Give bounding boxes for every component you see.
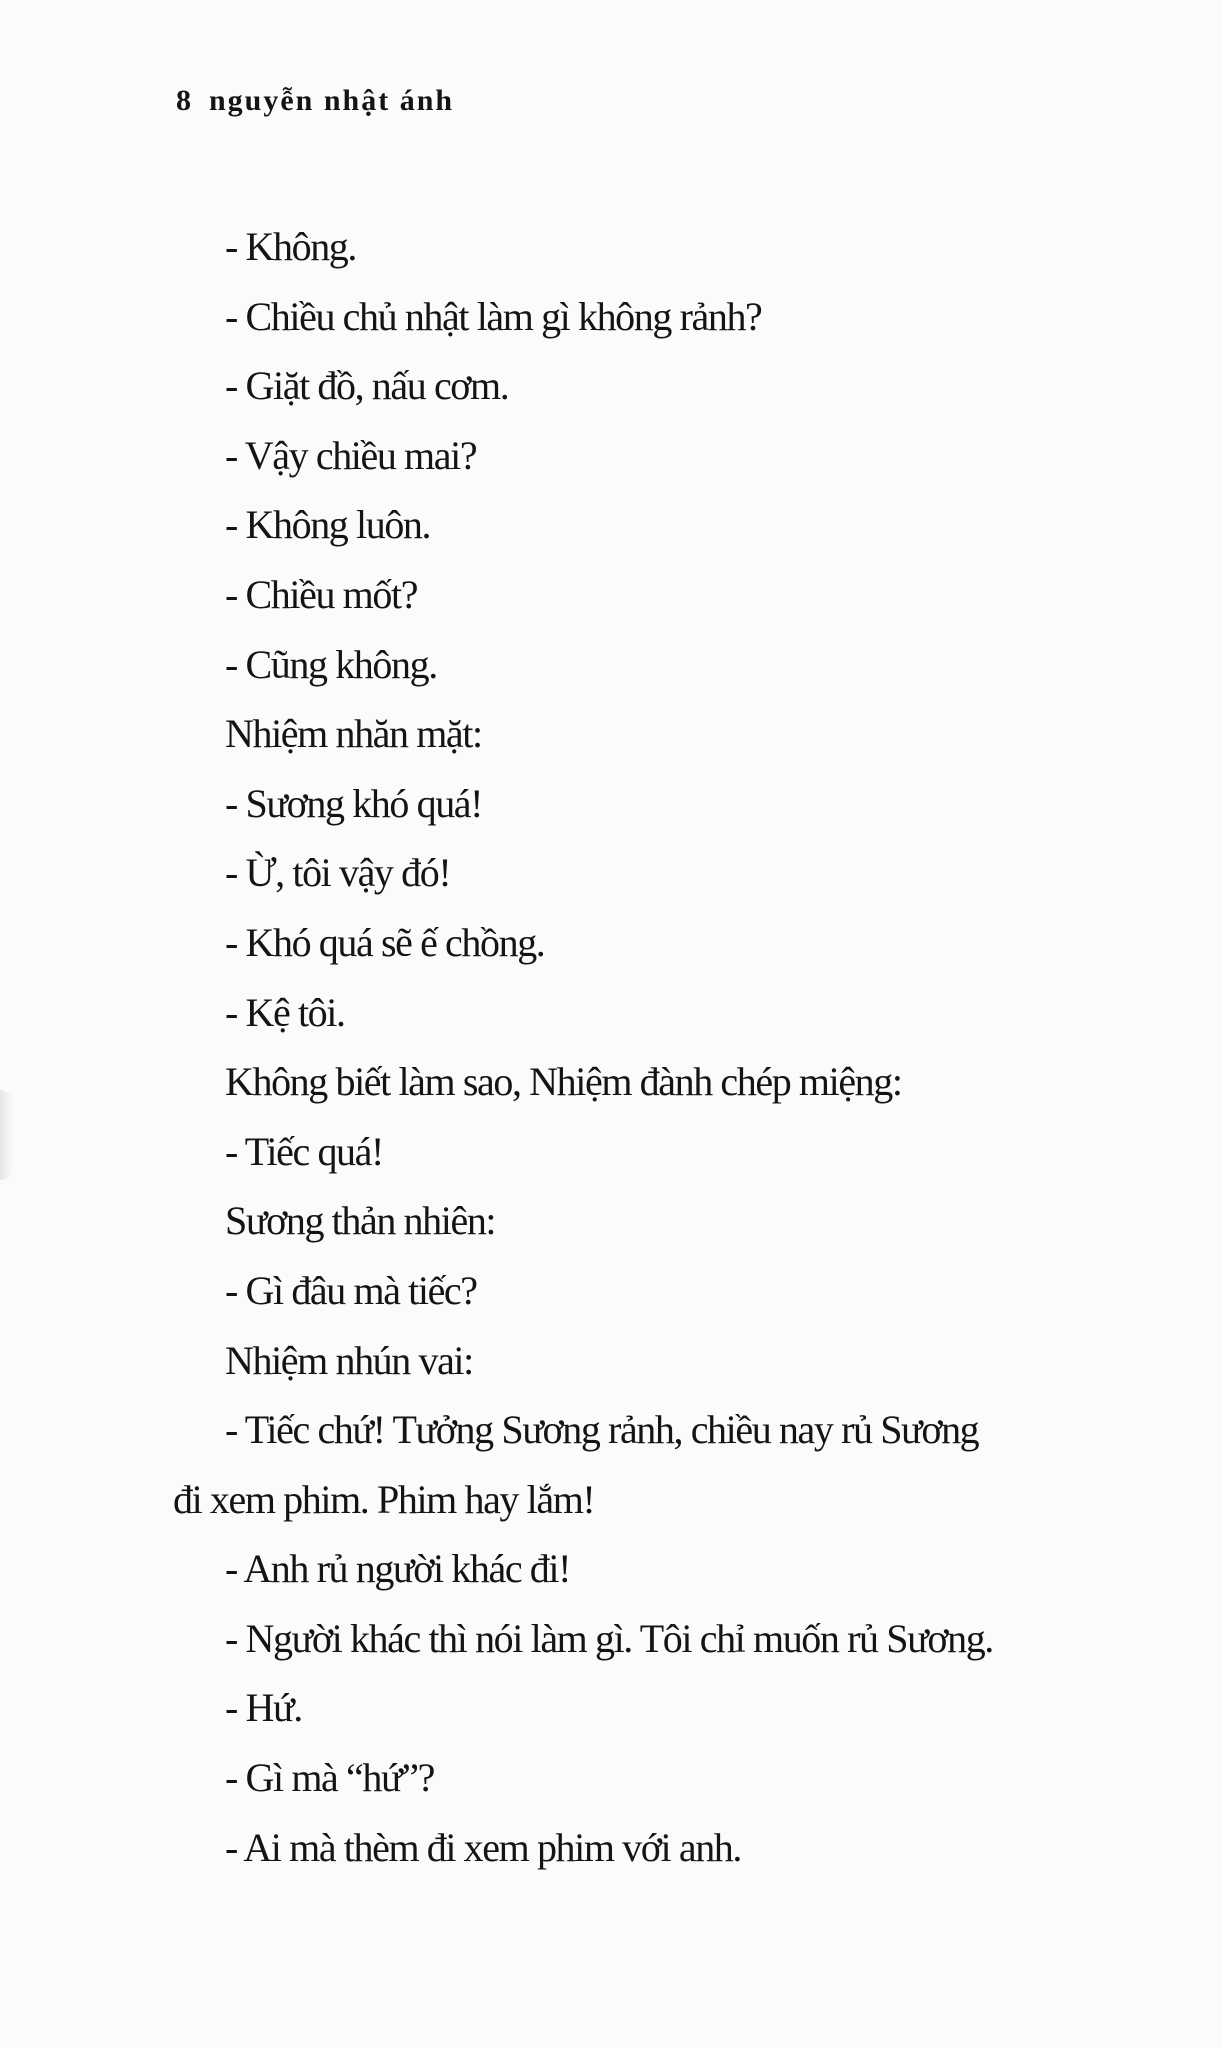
text-line: - Ai mà thèm đi xem phim với anh. xyxy=(225,1824,741,1870)
text-line: Không biết làm sao, Nhiệm đành chép miệng: xyxy=(225,1059,902,1105)
author-name: nguyễn nhật ánh xyxy=(209,84,455,117)
page-body xyxy=(173,212,1143,1882)
text-line: - Vậy chiều mai? xyxy=(225,432,477,478)
text-line: - Tiếc chứ! Tưởng Sương rảnh, chiều nay rủ Sương xyxy=(225,1407,979,1453)
text-line: - Sương khó quá! xyxy=(225,780,483,826)
page-edge-shadow xyxy=(0,1090,14,1180)
text-line: Nhiệm nhún vai: xyxy=(225,1337,473,1383)
text-line: - Không luôn. xyxy=(225,502,431,548)
text-line: - Người khác thì nói làm gì. Tôi chỉ muốn rủ Sương. xyxy=(225,1615,993,1661)
text-line: - Cũng không. xyxy=(225,641,437,687)
text-line: - Anh rủ người khác đi! xyxy=(225,1546,571,1592)
text-line: - Hứ. xyxy=(225,1685,302,1731)
page-number: 8 xyxy=(176,84,193,117)
text-line: - Gì đâu mà tiếc? xyxy=(225,1267,477,1313)
text-line: đi xem phim. Phim hay lắm! xyxy=(173,1476,595,1522)
text-line: - Chiều mốt? xyxy=(225,571,418,617)
text-line: - Ừ, tôi vậy đó! xyxy=(225,850,451,896)
text-line: Sương thản nhiên: xyxy=(225,1198,496,1244)
text-line: - Giặt đồ, nấu cơm. xyxy=(225,363,509,409)
text-line: - Kệ tôi. xyxy=(225,989,345,1035)
text-line: - Khó quá sẽ ế chồng. xyxy=(225,919,545,965)
text-line: - Gì mà “hứ”? xyxy=(225,1755,434,1801)
text-line: Nhiệm nhăn mặt: xyxy=(225,711,482,757)
text-line: - Tiếc quá! xyxy=(225,1128,383,1174)
running-header xyxy=(176,84,454,118)
text-line: - Không. xyxy=(225,224,357,269)
text-line: - Chiều chủ nhật làm gì không rảnh? xyxy=(225,293,762,339)
